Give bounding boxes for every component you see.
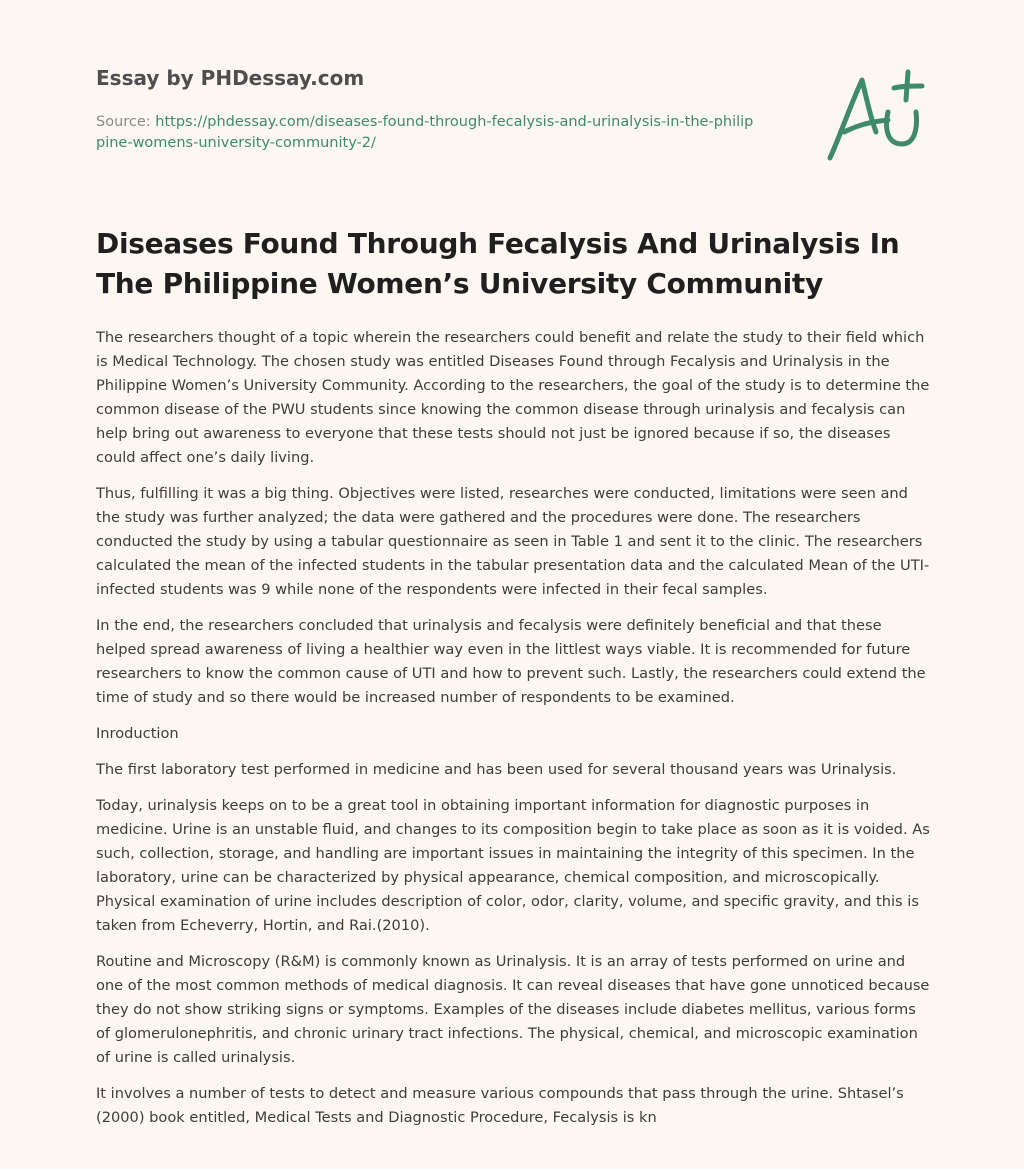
paragraph: The researchers thought of a topic wherein the researchers could benefit and relate the study to their field which is Medical Technology. The chosen study was entitled Diseases Found through Fecalysis and Urinalysis in the Philippine Women’s University Community. According to the researchers, the goal of the study is to determine the common disease of the PWU students since knowing the common disease through urinalysis and fecalysis can help bring out awareness to everyone that these tests should not just be ignored because if so, the diseases could affect one’s daily living. bbox=[96, 329, 930, 466]
section-heading: Inroduction bbox=[96, 725, 179, 742]
article-title: Diseases Found Through Fecalysis And Urinalysis In The Philippine Women’s University Community bbox=[96, 227, 900, 300]
paragraph: It involves a number of tests to detect and measure various compounds that pass through the urine. Shtasel’s (2000) book entitled, Medical Tests and Diagnostic Procedure, Fecalysis is kn bbox=[96, 1085, 904, 1126]
site-brand: Essay by PHDessay.com bbox=[96, 66, 365, 90]
article-body bbox=[96, 326, 932, 1142]
source-link[interactable]: https://phdessay.com/diseases-found-through-fecalysis-and-urinalysis-in-the-philippine-womens-university-community-2/ bbox=[96, 114, 754, 151]
paragraph: Thus, fulfilling it was a big thing. Objectives were listed, researches were conducted, limitations were seen and the study was further analyzed; the data were gathered and the procedures were done. The researchers conducted the study by using a tabular questionnaire as seen in Table 1 and sent it to the clinic. The researchers calculated the mean of the infected students in the tabular presentation data and the calculated Mean of the UTI-infected students was 9 while none of the respondents were infected in their fecal samples. bbox=[96, 485, 930, 598]
paragraph: In the end, the researchers concluded that urinalysis and fecalysis were definitely beneficial and that these helped spread awareness of living a healthier way even in the littlest ways viable. It is recommended for future researchers to know the common cause of UTI and how to prevent such. Lastly, the researchers could extend the time of study and so there would be increased number of respondents to be examined. bbox=[96, 617, 926, 706]
paragraph: The first laboratory test performed in medicine and has been used for several thousand years was Urinalysis. bbox=[96, 761, 897, 778]
paragraph: Routine and Microscopy (R&M) is commonly known as Urinalysis. It is an array of tests performed on urine and one of the most common methods of medical diagnosis. It can reveal diseases that have gone unnoticed because they do not show striking signs or symptoms. Examples of the diseases include diabetes mellitus, various forms of glomerulonephritis, and chronic urinary tract infections. The physical, chemical, and microscopic examination of urine is called urinalysis. bbox=[96, 953, 930, 1066]
source-line bbox=[96, 112, 756, 154]
source-label: Source: bbox=[96, 114, 156, 130]
a-plus-logo-icon bbox=[822, 66, 932, 166]
paragraph: Today, urinalysis keeps on to be a great tool in obtaining important information for diagnostic purposes in medicine. Urine is an unstable fluid, and changes to its composition begin to take place as soon as it is voided. As such, collection, storage, and handling are important issues in maintaining the integrity of this specimen. In the laboratory, urine can be characterized by physical appearance, chemical composition, and microscopically. Physical examination of urine includes description of color, odor, clarity, volume, and specific gravity, and this is taken from Echeverry, Hortin, and Rai.(2010). bbox=[96, 797, 930, 934]
